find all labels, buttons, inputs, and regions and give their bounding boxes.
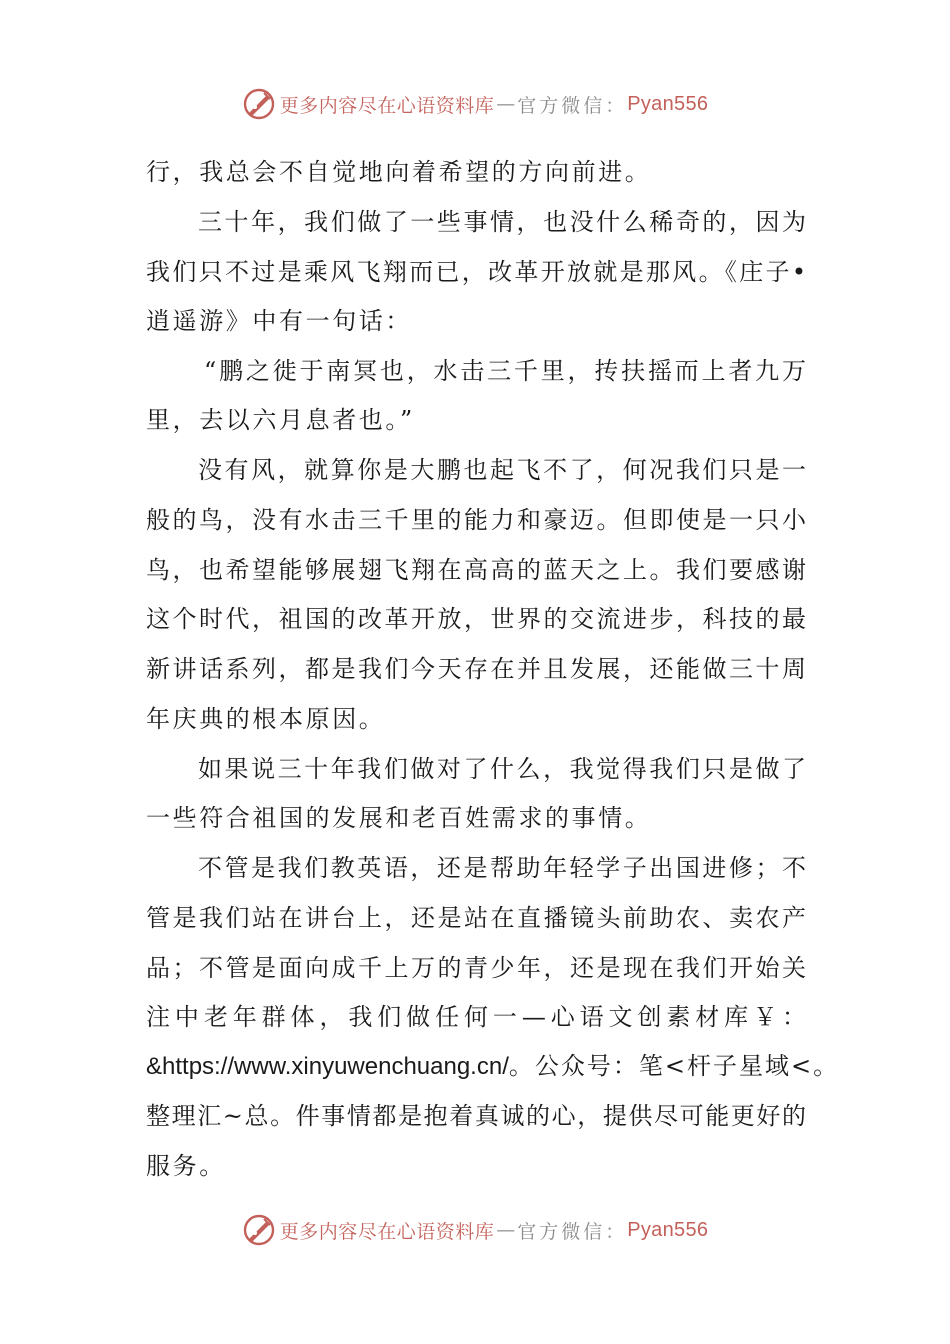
- banner-wechat-id: Pyan556: [627, 1218, 709, 1241]
- url-text: &https://www.xinyuwenchuang.cn/: [146, 1053, 509, 1080]
- body-line: 年庆典的根本原因。: [146, 705, 386, 733]
- banner-separator: —: [496, 93, 516, 115]
- body-line: 般的鸟，没有水击三千里的能力和豪迈。但即使是一只小: [146, 506, 806, 534]
- banner-wechat-id: Pyan556: [627, 92, 709, 115]
- body-line: 逍遥游》中有一句话：: [146, 307, 412, 335]
- body-line: 我们只不过是乘风飞翔而已，改革开放就是那风。《庄子•: [146, 258, 806, 286]
- body-line: 整理汇~总。件事情都是抱着真诚的心，提供尽可能更好的: [146, 1102, 806, 1130]
- body-line: 如果说三十年我们做对了什么，我觉得我们只是做了: [198, 755, 806, 783]
- body-line: 鸟，也希望能够展翅飞翔在高高的蓝天之上。我们要感谢: [146, 556, 806, 584]
- body-line: 新讲话系列，都是我们今天存在并且发展，还能做三十周: [146, 655, 806, 683]
- banner-site-text: 更多内容尽在心语资料库: [279, 1220, 495, 1243]
- body-line: 注中老年群体，我们做任何一—心语文创素材库￥：: [146, 1003, 806, 1031]
- body-line: 不管是我们教英语，还是帮助年轻学子出国进修；不: [198, 854, 806, 882]
- body-line: 三十年，我们做了一些事情，也没什么稀奇的，因为: [198, 208, 806, 236]
- body-line: “鹏之徙于南冥也，水击三千里，抟扶摇而上者九万: [204, 357, 806, 385]
- body-line: 里，去以六月息者也。”: [146, 406, 415, 434]
- url-trailing-text: 。公众号：笔<杆子星域<。: [508, 1052, 840, 1080]
- body-line: 管是我们站在讲台上，还是站在直播镜头前助农、卖农产: [146, 904, 806, 932]
- header-banner: [0, 84, 950, 124]
- body-line: 一些符合祖国的发展和老百姓需求的事情。: [146, 804, 652, 832]
- body-line: 品；不管是面向成千上万的青少年，还是现在我们开始关: [146, 954, 806, 982]
- body-line: 行，我总会不自觉地向着希望的方向前进。: [146, 158, 652, 186]
- banner-wechat-label: 官方微信：: [517, 94, 628, 117]
- body-line: 这个时代，祖国的改革开放，世界的交流进步，科技的最: [146, 605, 806, 633]
- banner-separator: —: [496, 1219, 516, 1241]
- body-line: 服务。: [146, 1152, 226, 1180]
- pen-logo-icon: [242, 87, 276, 121]
- body-line-url: [146, 1051, 840, 1082]
- body-line: 没有风，就算你是大鹏也起飞不了，何况我们只是一: [198, 456, 806, 484]
- pen-logo-icon: [242, 1213, 276, 1247]
- banner-wechat-label: 官方微信：: [517, 1220, 628, 1243]
- banner-site-text: 更多内容尽在心语资料库: [279, 94, 495, 117]
- footer-banner: [0, 1210, 950, 1250]
